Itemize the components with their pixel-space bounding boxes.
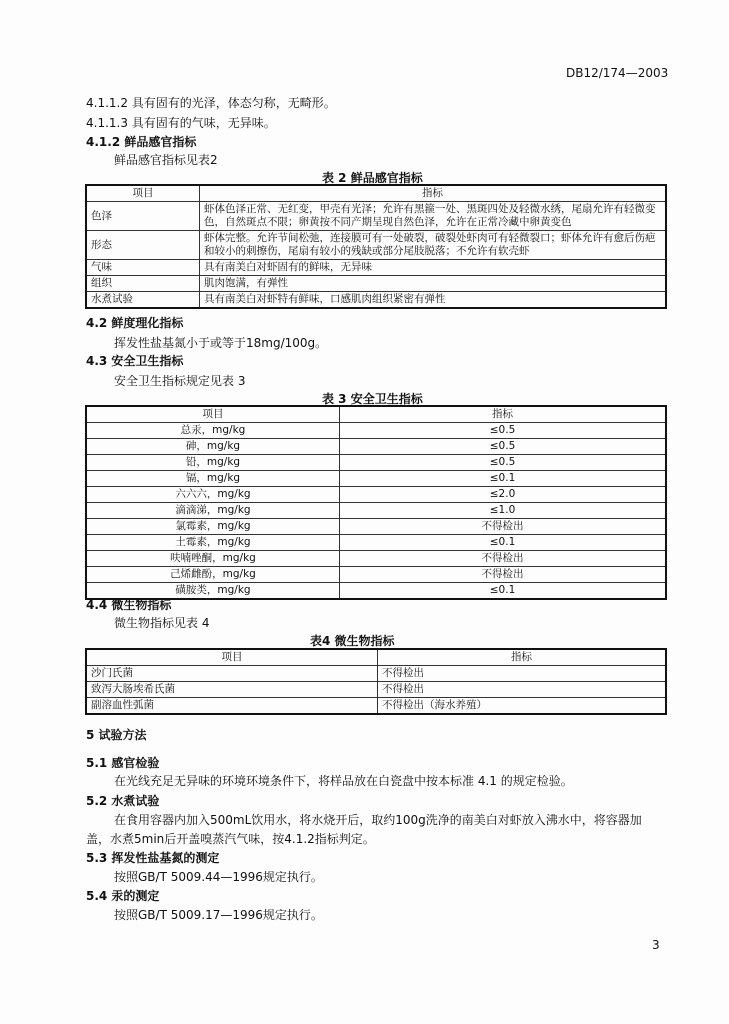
table-row [86,551,666,567]
table-row: 色泽 虾体色泽正常、无红变，甲壳有光泽；允许有黑箍一处、黑斑四处及轻微水绣，尾扇允许有轻微变色，自然斑点不限；卵黄按不同产期呈现自然色泽，允许在正常冷藏中卵黄变色 [86,202,666,231]
table-row [86,487,666,503]
text-line: 按照GB/T 5009.44—1996规定执行。 [114,870,323,884]
table2-caption: 表 2 鲜品感官指标 [322,171,423,185]
table-cell: 总汞，mg/kg [86,423,340,439]
table-cell: 沙门氏菌 [86,666,378,682]
table-row: 水煮试验 具有南美白对虾特有鲜味，口感肌肉组织紧密有弹性 [86,292,666,309]
table-cell: ≤2.0 [340,487,667,503]
table-cell: 不得检出 [378,682,667,698]
section-heading: 5 试验方法 [86,728,147,742]
section-heading: 5.4 汞的测定 [86,889,160,903]
table-header: 项目 [86,406,340,423]
table-row [86,423,666,439]
section-heading: 4.1.2 鲜品感官指标 [86,135,197,149]
text-line: 微生物指标见表 4 [114,616,210,630]
table-header: 指标 [340,406,667,423]
text-line: 在光线充足无异味的环境环境条件下，将样品放在白瓷盘中按本标准 4.1 的规定检验。 [114,774,573,788]
table-header: 项目 [86,649,378,666]
text-line: 挥发性盐基氮小于或等于18mg/100g。 [114,336,328,350]
table-row [86,519,666,535]
table-cell: ≤1.0 [340,503,667,519]
section-heading: 5.1 感官检验 [86,756,160,770]
table-row [86,503,666,519]
table-cell: 氯霉素，mg/kg [86,519,340,535]
text-line: 安全卫生指标规定见表 3 [114,374,246,388]
section-heading: 4.3 安全卫生指标 [86,354,184,368]
table3-caption: 表 3 安全卫生指标 [322,392,423,406]
table-header: 指标 [378,649,667,666]
table-cell: 不得检出 [340,551,667,567]
table4 [85,648,667,715]
table-row [86,567,666,583]
text-line: 4.1.1.2 具有固有的光泽，体态匀称，无畸形。 [86,96,336,110]
table-row [86,666,666,682]
table-row [86,698,666,715]
table-row [86,439,666,455]
text-line: 盖，水煮5min后开盖嗅蒸汽气味，按4.1.2指标判定。 [86,832,375,846]
table3 [85,405,667,600]
table-cell: 镉，mg/kg [86,471,340,487]
page-number: 3 [652,938,660,952]
table-cell: 磺胺类，mg/kg [86,583,340,600]
table-cell: ≤0.1 [340,535,667,551]
table-row: 形态 虾体完整。允许节间松弛，连接膜可有一处破裂，破裂处虾肉可有轻微裂口；虾体允许有愈后伤疤和较小的刺擦伤，尾扇有较小的残缺或部分尾肢脱落；不允许有软壳虾 [86,231,666,260]
text-line: 按照GB/T 5009.17—1996规定执行。 [114,908,323,922]
table-cell: 六六六，mg/kg [86,487,340,503]
table-cell: ≤0.5 [340,439,667,455]
doc-header: DB12/174—2003 [566,66,669,80]
table-row: 气味 具有南美白对虾固有的鲜味，无异味 [86,260,666,276]
table-cell: 呋喃唑酮，mg/kg [86,551,340,567]
table-header: 指标 [200,185,667,202]
section-heading: 4.4 微生物指标 [86,598,172,612]
table4-caption: 表4 微生物指标 [310,634,395,648]
table-cell: ≤0.5 [340,455,667,471]
table-row [86,471,666,487]
table-header: 项目 [86,185,200,202]
table-cell: ≤0.1 [340,583,667,600]
table-cell: 致泻大肠埃希氏菌 [86,682,378,698]
table2 [85,184,667,309]
table-cell: 不得检出 [340,519,667,535]
section-heading: 4.2 鲜度理化指标 [86,316,184,330]
text-line: 鲜品感官指标见表2 [114,153,218,167]
table-row [86,455,666,471]
table-row [86,583,666,600]
table-cell: 砷，mg/kg [86,439,340,455]
table-cell: 副溶血性弧菌 [86,698,378,715]
table-cell: 滴滴涕，mg/kg [86,503,340,519]
table-row [86,535,666,551]
table-cell: 铅，mg/kg [86,455,340,471]
table-row [86,682,666,698]
table-cell: ≤0.5 [340,423,667,439]
section-heading: 5.2 水煮试验 [86,794,160,808]
table-cell: ≤0.1 [340,471,667,487]
table-cell: 不得检出（海水养殖） [378,698,667,715]
text-line: 在食用容器内加入500mL饮用水，将水烧开后，取约100g洗净的南美白对虾放入沸水中，将容器加 [114,813,642,827]
table-cell: 不得检出 [340,567,667,583]
text-line: 4.1.1.3 具有固有的气味，无异味。 [86,116,276,130]
table-cell: 不得检出 [378,666,667,682]
table-row: 组织 肌肉饱满，有弹性 [86,276,666,292]
table-cell: 土霉素，mg/kg [86,535,340,551]
section-heading: 5.3 挥发性盐基氮的测定 [86,851,220,865]
table-cell: 己烯雌酚，mg/kg [86,567,340,583]
